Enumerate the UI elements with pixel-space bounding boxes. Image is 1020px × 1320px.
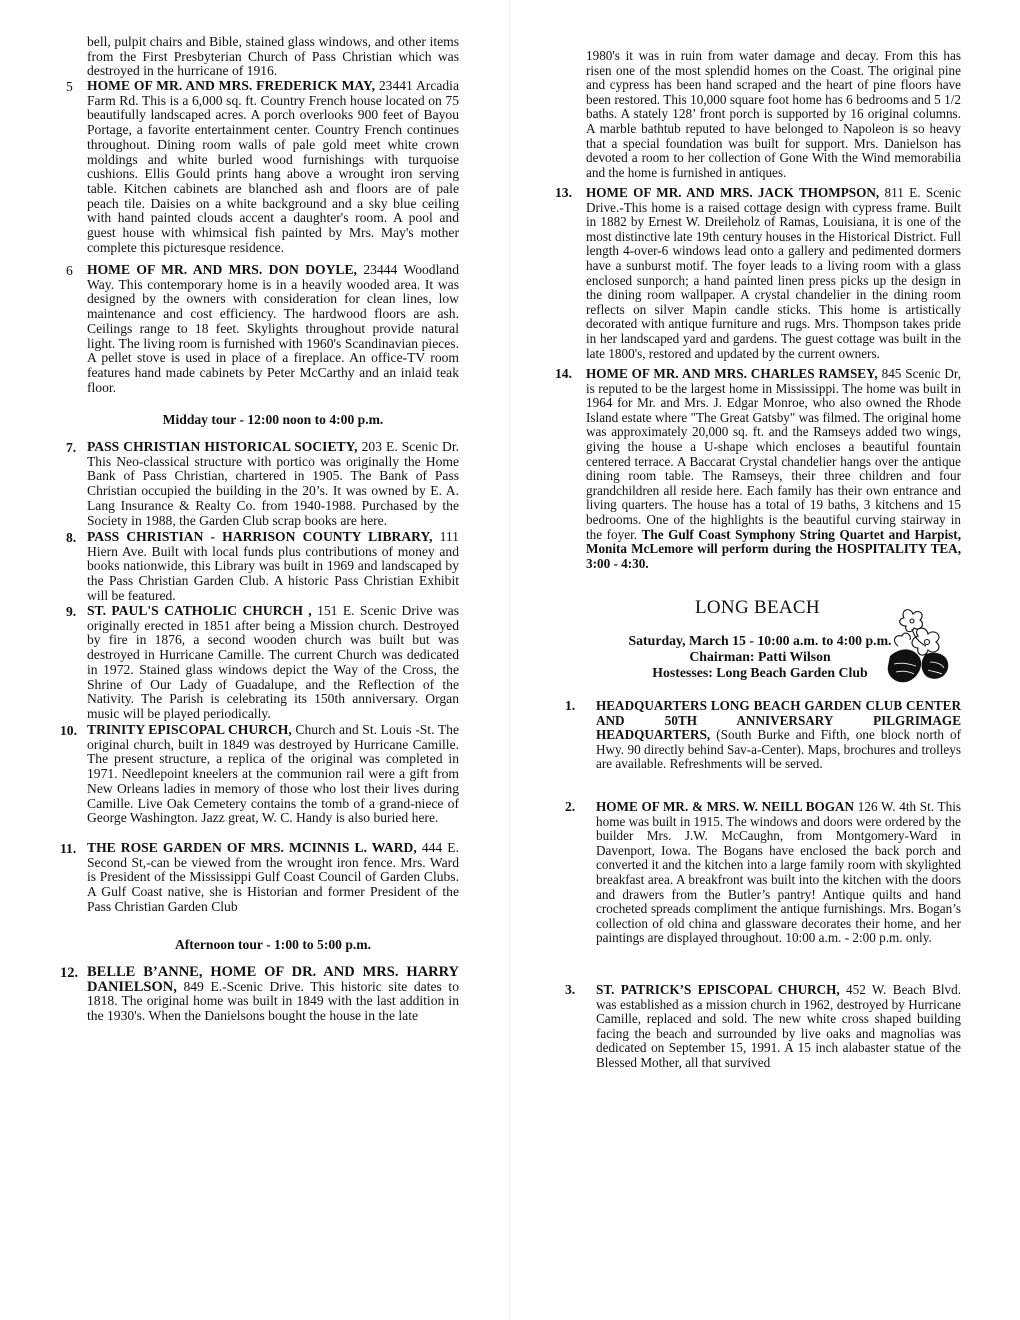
continued-paragraph: 1980's it was in ruin from water damage and decay. From this has risen one of the most splendid homes on the Coast. The original pine and cypress has been hand scraped and the heart of pine floors have been restored. This 10,000 square foot home has 6 bedrooms and 5 1/2 baths. A stately 128’ front porch is supported by 16 original columns. A marble bathtub reputed to have belonged to Napoleon is so heavy that a special foundation was built for support. Mrs. Danielson has devoted a room to her collection of Gone With the Wind memorabilia and the home is furnished in antiques. xyxy=(586,48,961,180)
entry-number: 2. xyxy=(565,799,576,814)
hostesses-line: Hostesses: Long Beach Garden Club xyxy=(652,665,868,680)
entry-5 xyxy=(87,79,459,255)
entry-number: 13. xyxy=(555,185,572,200)
entry-8 xyxy=(87,530,459,604)
entry-number: 3. xyxy=(565,982,576,997)
entry-number: 6 xyxy=(66,263,73,278)
intro-paragraph: bell, pulpit chairs and Bible, stained glass windows, and other items from the First Presbyterian Church of Pass Christian which was destroyed in the hurricane of 1916. xyxy=(87,34,459,79)
long-beach-entry-3 xyxy=(596,983,961,1071)
entry-title: TRINITY EPISCOPAL CHURCH, xyxy=(87,722,292,737)
entry-body: 23444 Woodland Way. This contemporary home is in a heavily wooded area. It was designed by the owners with consideration for clean lines, low maintenance and cost efficiency. The hardwood floors are ash. Ceilings range to 18 feet. Skylights throughout provide natural light. The living room is furnished with 1960's Scandinavian pieces. A pellet stove is used in place of a fireplace. An office-TV room features hand made cabinets by Peter McCarthy and an inlaid teak floor. xyxy=(87,262,459,395)
entry-body: 845 Scenic Dr, is reputed to be the largest home in Mississippi. The home was built in 1964 for Mr. and Mrs. J. Edgar Monroe, who also owned the Rhode Island estate where "The Great Gatsby" was filmed. The original home was approximately 20,000 sq. ft. and the Ramseys added two wings, giving the house a U-shape which encloses a beautiful fountain centered terrace. A Baccarat Crystal chandelier hangs over the antique dining room table. The Ramseys, their three children and four grandchildren all reside here. Each family has their own entrance and living quarters. The house has a total of 19 baths, 3 kitchens and 15 bedrooms. One of the highlights is the beautiful curving stairway in the foyer. xyxy=(586,366,962,542)
entry-number: 9. xyxy=(66,604,77,619)
entry-12 xyxy=(87,965,459,1024)
entry-title: HEADQUARTERS LONG BEACH GARDEN CLUB CENTER AND 50TH ANNIVERSARY PILGRIMAGE HEADQUARTERS, xyxy=(596,698,961,743)
entry-tail: The Gulf Coast Symphony String Quartet and Harpist, Monita McLemore will perform during the HOSPITALITY TEA, 3:00 - 4:30. xyxy=(586,526,961,571)
entry-title: PASS CHRISTIAN HISTORICAL SOCIETY, xyxy=(87,439,358,454)
entry-title: HOME OF MR. AND MRS. JACK THOMPSON, xyxy=(586,185,880,200)
section-heading: LONG BEACH xyxy=(695,597,820,618)
entry-body: (South Burke and Fifth, one block north of Hwy. 90 directly behind Sav-a-Center). Maps, brochures and trolleys are available. Refreshments will be served. xyxy=(596,727,962,772)
entry-body: 452 W. Beach Blvd. was established as a mission church in 1962, destroyed by Hurricane Camille, replaced and sold. The new white cross shaped building facing the beach and surrounded by live oaks and magnolias was dedicated on September 15, 1991. A 15 inch alabaster statue of the Blessed Mother, all that survived xyxy=(596,982,962,1070)
entry-number: 12. xyxy=(60,965,79,981)
entry-6 xyxy=(87,263,459,395)
entry-9 xyxy=(87,604,459,722)
entry-title: HOME OF MR. AND MRS. FREDERICK MAY, xyxy=(87,78,375,93)
entry-number: 10. xyxy=(60,723,77,738)
entry-number: 11. xyxy=(60,841,77,856)
entry-11 xyxy=(87,841,459,915)
entry-number: 7. xyxy=(66,440,77,455)
entry-title: ST. PAUL'S CATHOLIC CHURCH , xyxy=(87,603,312,618)
afternoon-tour-heading: Afternoon tour - 1:00 to 5:00 p.m. xyxy=(174,937,372,952)
chairman-line: Chairman: Patti Wilson xyxy=(689,649,831,664)
entry-body: Church and St. Louis -St. The original church, built in 1849 was destroyed by Hurricane Camille. The present structure, a replica of the original was completed in 1971. Needlepoint kneelers at the communion rail were a gift from New Orleans ladies in memory of those who lost their lives during Camille. Live Oak Cemetery contains the tomb of a grand-niece of George Washington. Jazz great, W. C. Handy is also buried here. xyxy=(87,722,459,826)
entry-title: HOME OF MR. AND MRS. DON DOYLE, xyxy=(87,262,357,277)
entry-title: HOME OF MR. & MRS. W. NEILL BOGAN xyxy=(596,799,855,814)
right-column xyxy=(510,0,1020,1320)
entry-body: 23441 Arcadia Farm Rd. This is a 6,000 sq. ft. Country French house located on 75 beautifully landscaped acres. A porch overlooks 900 feet of Bayou Portage, a favorite entertainment center. Country French continues throughout. Dining room walls of pale gold meet white crown moldings and white burled wood furnishings with turquoise cushions. Ellis Gould prints hang above a wrought iron serving table. Kitchen cabinets are blanched ash and floors are of pale peach tile. Daisies on a white background and a sky blue ceiling with hand painted clouds accent a daughter's room. A pool and guest house with whimsical fish painted by Mrs. May's mother complete this picturesque residence. xyxy=(87,78,459,255)
entry-body: 849 E.-Scenic Drive. This historic site dates to 1818. The original home was built in 1849 with the last addition in the 1930's. When the Danielsons bought the house in the late xyxy=(87,978,459,1024)
entry-title: HOME OF MR. AND MRS. CHARLES RAMSEY, xyxy=(586,366,878,381)
long-beach-entry-2 xyxy=(596,800,961,946)
entry-body: 203 E. Scenic Dr. This Neo-classical structure with portico was originally the Home Bank of Pass Christian, chartered in 1905. The Bank of Pass Christian occupied the building in the 20’s. It was owned by E. A. Lang Insurance & Realty Co. from 1940-1988. Purchased by the Society in 1988, the Garden Club scrap books are here. xyxy=(87,439,459,528)
entry-title: PASS CHRISTIAN - HARRISON COUNTY LIBRARY, xyxy=(87,529,433,544)
entry-number: 5 xyxy=(66,79,73,94)
entry-title: THE ROSE GARDEN OF MRS. MCINNIS L. WARD, xyxy=(87,840,417,855)
entry-14 xyxy=(586,367,961,571)
entry-body: 811 E. Scenic Drive.-This home is a raised cottage design with cypress frame. Built in 1882 by Ernest W. Dreileholz of Ramas, Louisiana, it is one of the most distinctive late 19th century houses in the Historical District. Full length 4-over-6 windows lead onto a gallery and pedimented dormers have a sunburst motif. The foyer leads to a living room with a glass enclosed sunporch; a hand painted linen press picks up the design in the dining room wallpaper. A crystal chandelier in the dining room reflects on silver Mapin candle sticks. This home is artistically decorated with antique furniture and rugs. Mrs. Thompson takes pride in her landscaped yard and gardens. The guest cottage was built in the late 1800's, restored and updated by the current owners. xyxy=(586,185,962,361)
entry-10 xyxy=(87,723,459,826)
entry-body: 126 W. 4th St. This home was built in 1915. The windows and doors were ordered by the builder Mrs. J.W. McCaughn, from Montgomery-Ward in Davenport, Iowa. The Bogans have enclosed the back porch and converted it and the kitchen into a large family room with skylighted breakfast area. A breakfront was built into the kitchen with the doors and drawers from the Butler’s pantry! Antique quilts and hand crocheted spreads compliment the antique furnishings. Mrs. Bogan’s collection of old china and glassware decorates their home, and her paintings are displayed throughout. 10:00 a.m. - 2:00 p.m. only. xyxy=(596,799,961,946)
long-beach-entry-1 xyxy=(596,699,961,772)
entry-number: 8. xyxy=(66,530,77,545)
event-date: Saturday, March 15 - 10:00 a.m. to 4:00 p.m. xyxy=(628,633,892,648)
entry-body: 151 E. Scenic Drive was originally erected in 1851 after being a Mission church. Destroyed by fire in 1876, a second wooden church was built but was destroyed in Hurricane Camille. The current Church was dedicated in 1972. Stained glass windows depict the Way of the Cross, the Shrine of Our Lady of Guadalupe, and the Reflection of the Nativity. The Parish is celebrating its 150th anniversary. Organ music will be played periodically. xyxy=(87,603,460,721)
entry-7 xyxy=(87,440,459,528)
entry-number: 1. xyxy=(565,698,576,713)
entry-13 xyxy=(586,186,961,361)
entry-title: BELLE B’ANNE, HOME OF DR. AND MRS. HARRY DANIELSON, xyxy=(87,964,459,995)
violet-flower-illustration xyxy=(882,606,954,684)
entry-body: 444 E. Second St,-can be viewed from the wrought iron fence. Mrs. Ward is President of the Mississippi Gulf Coast Council of Garden Clubs. A Gulf Coast native, she is Historian and former President of the Pass Christian Garden Club xyxy=(87,840,459,914)
entry-body: 111 Hiern Ave. Built with local funds plus contributions of money and books nationwide, this Library was built in 1969 and landscaped by the Pass Christian Garden Club. A historic Pass Christian Exhibit will be featured. xyxy=(87,529,459,603)
entry-number: 14. xyxy=(555,366,572,381)
entry-title: ST. PATRICK’S EPISCOPAL CHURCH, xyxy=(596,982,840,997)
midday-tour-heading: Midday tour - 12:00 noon to 4:00 p.m. xyxy=(162,412,384,427)
